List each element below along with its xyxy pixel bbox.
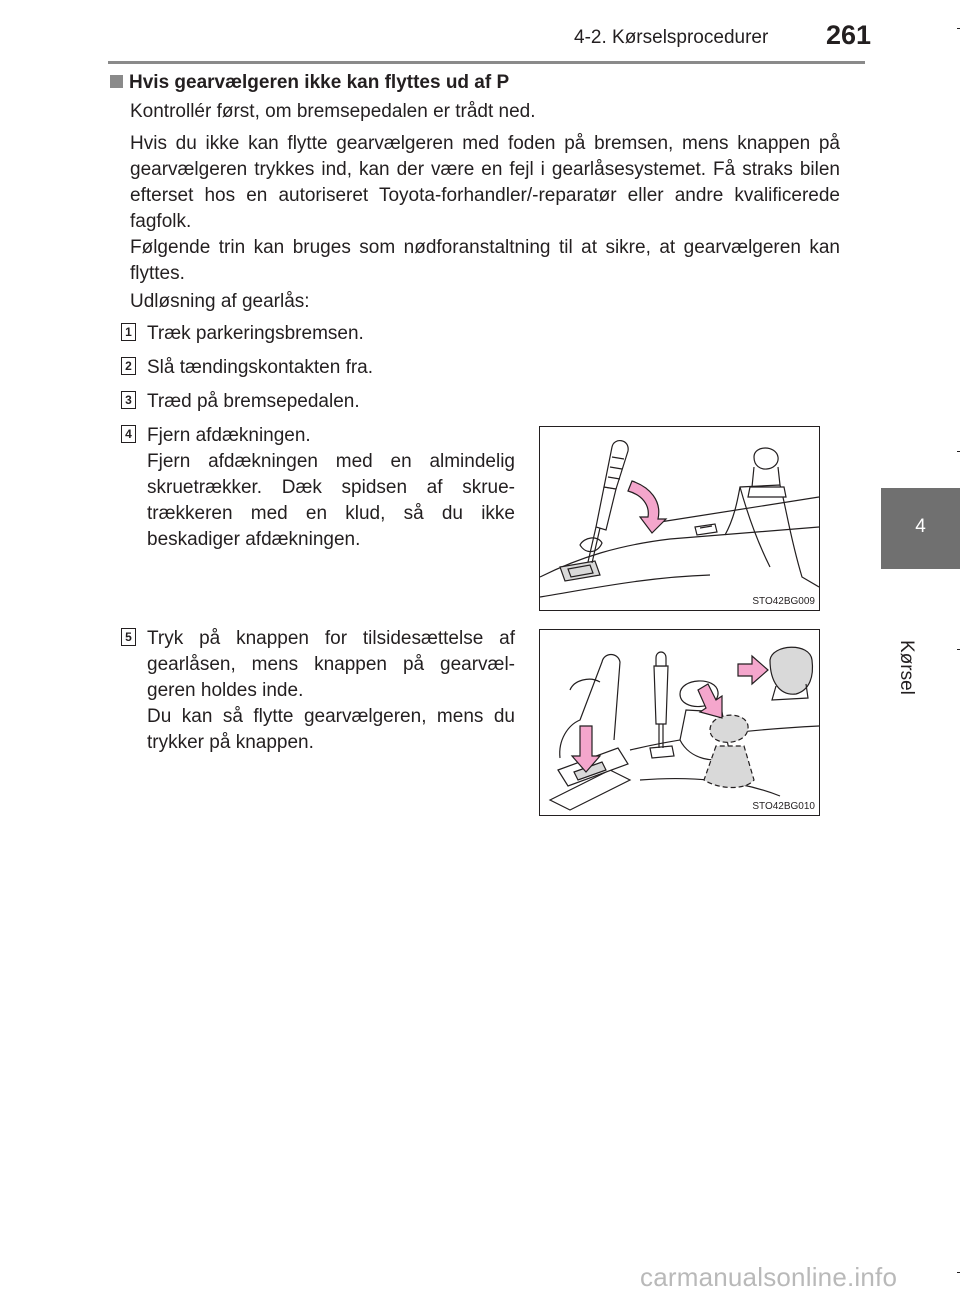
- figure-remove-cover: [539, 426, 820, 611]
- step-number-5: 5: [121, 628, 136, 646]
- chapter-number: 4: [915, 516, 926, 537]
- step-detail-5: Du kan så flytte gearvælgeren, mens du trykker på knappen.: [147, 706, 515, 753]
- step-number-3: 3: [121, 391, 136, 409]
- step-number-1: 1: [121, 323, 136, 341]
- figure-shift-lock-override: [539, 629, 820, 816]
- page-number: 261: [826, 20, 872, 50]
- step-text-1: Træk parkeringsbremsen.: [147, 323, 364, 344]
- step-text-5: Tryk på knappen for tilsidesættelse af gearlåsen, mens knappen på gearvæl-geren holdes inde.: [147, 628, 515, 701]
- paragraph-release-intro: Udløsning af gearlås:: [130, 291, 310, 312]
- section-heading-text: Hvis gearvælgeren ikke kan flyttes ud af P: [129, 72, 510, 93]
- chapter-tab: [881, 488, 960, 569]
- shift-lock-override-icon: [540, 630, 819, 815]
- section-heading: [110, 72, 509, 94]
- watermark: carmanualsonline.info: [640, 1262, 898, 1292]
- running-header-section: 4-2. Kørselsprocedurer: [574, 27, 769, 48]
- step-number-2: 2: [121, 357, 136, 375]
- step-text-2: Slå tændingskontakten fra.: [147, 357, 374, 378]
- step-number-4: 4: [121, 425, 136, 443]
- step-text-3: Træd på bremsepedalen.: [147, 391, 360, 412]
- step-detail-4: Fjern afdækningen med en almindelig skruetrækker. Dæk spidsen af skrue-trækkeren med en klud, så du ikke beskadiger afdækningen.: [147, 451, 515, 550]
- figure-code-1: STO42BG009: [752, 596, 815, 607]
- step-block-4: [147, 423, 515, 553]
- heading-square-icon: [110, 75, 123, 88]
- paragraph-emergency-procedure: Følgende trin kan bruges som nødforanstaltning til at sikre, at gearvælgeren kan flyttes.: [130, 237, 840, 284]
- step-block-5: [147, 626, 515, 756]
- figure-code-2: STO42BG010: [752, 801, 815, 812]
- header-rule: [108, 61, 865, 64]
- screwdriver-remove-cover-icon: [540, 427, 819, 610]
- chapter-title: Kørsel: [896, 640, 917, 695]
- step-text-4: Fjern afdækningen.: [147, 425, 311, 446]
- paragraph-fault-warning: Hvis du ikke kan flytte gearvælgeren med foden på bremsen, mens knappen på gearvælgeren trykkes ind, kan der være en fejl i gearlåsesystemet. Få straks bilen efterset hos en autoriseret Toyota-forhandler/-reparatør eller andre kvalificerede fagfolk.: [130, 133, 840, 232]
- paragraph-check-brake: Kontrollér først, om bremsepedalen er trådt ned.: [130, 101, 536, 122]
